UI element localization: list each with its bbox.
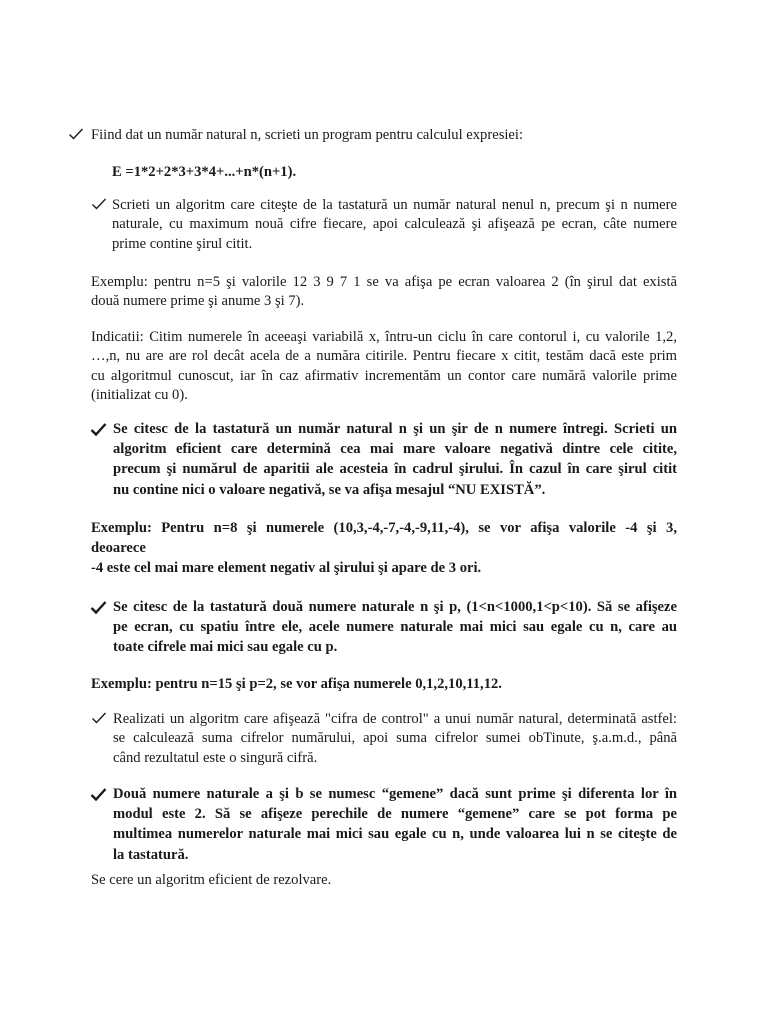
- example-1-text: Exemplu: pentru n=5 şi valorile 12 3 9 7 1 se va afişa pe ecran valoarea 2 (în şirul dat există două numere prime şi anume 3 şi 7).: [91, 274, 677, 310]
- checkmark-icon: [90, 422, 108, 438]
- checkmark-icon: [91, 711, 109, 727]
- checkmark-icon: [91, 197, 109, 213]
- task-3-text: Se citesc de la tastatură un număr natural n şi un şir de n numere întregi. Scrieti un algoritm eficient care determină cea mai mare valoare negativă dintre cele citite, precum şi numărul de aparitii ale acesteia în cadrul şirului. În cazul în care şirul citit nu contine nici o valoare negativă, se va afişa mesajul “NU EXISTĂ”.: [113, 421, 677, 498]
- task-2-text: Scrieti un algoritm care citeşte de la tastatură un număr natural nenul n, precum şi n numere naturale, cu maximum nouă cifre fiecare, apoi calculează şi afişează pe ecran, câte numere prime contine şirul citit.: [112, 197, 677, 252]
- checkmark-icon: [90, 787, 108, 803]
- task-6-text: Două numere naturale a şi b se numesc “gemene” dacă sunt prime şi diferenta lor în modul este 2. Să se afişeze perechile de numere “gemene” care se pot forma pe multimea numerelor naturale mai mici sau egale cu n, unde valoarea lui n se citeşte de la tastatură.: [113, 786, 677, 863]
- checkmark-icon: [68, 127, 86, 143]
- example-3-text: Exemplu: pentru n=15 şi p=2, se vor afişa numerele 0,1,2,10,11,12.: [91, 676, 502, 692]
- task-5-text: Realizati un algoritm care afişează "cifra de control" a unui număr natural, determinată astfel: se calculează suma cifrelor numărului, apoi suma cifrelor sumei obTinute, ş.a.m.d., până când rezultatul este o singură cifră.: [113, 711, 677, 766]
- example-2-text: Exemplu: Pentru n=8 şi numerele (10,3,-4,-7,-4,-9,11,-4), se vor afişa valorile -4 şi 3, deoarece -4 este cel mai mare element negativ al şirului şi apare de 3 ori.: [91, 520, 677, 577]
- formula: E =1*2+2*3+3*4+...+n*(n+1).: [112, 164, 297, 180]
- hints-text: Indicatii: Citim numerele în aceeaşi variabilă x, întru-un ciclu în care contorul i, cu valorile 1,2, …,n, nu are are rol decât acela de a număra citirile. Pentru fiecare x citit, testăm dacă este prim cu algoritmul cunoscut, iar în caz afirmativ incrementăm un contor care numără valorile prime (initializat cu 0).: [91, 329, 677, 404]
- task-4-text: Se citesc de la tastatură două numere naturale n şi p, (1<n<1000,1<p<10). Să se afişeze pe ecran, cu spatiu între ele, acele numere naturale mai mici sau egale cu n, care au toate cifrele mai mici sau egale cu p.: [113, 599, 677, 656]
- task-1-text: Fiind dat un număr natural n, scrieti un program pentru calculul expresiei:: [91, 127, 524, 143]
- checkmark-icon: [90, 600, 108, 616]
- closing-text: Se cere un algoritm eficient de rezolvare.: [91, 872, 332, 888]
